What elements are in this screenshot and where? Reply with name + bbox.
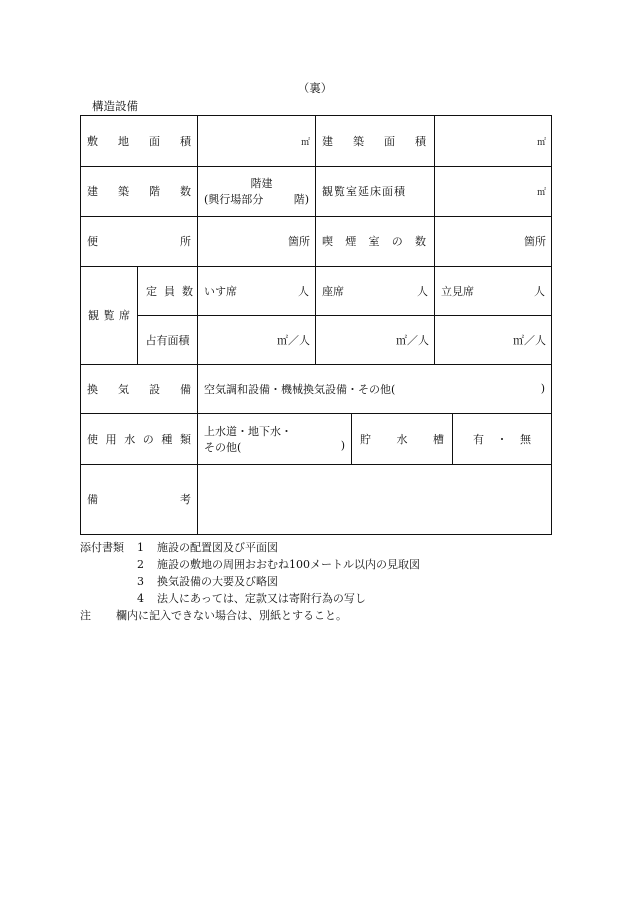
water-type-field[interactable]: 上水道・地下水・ その他( ) [204,424,345,454]
water-type-label: 使 用 水 の 種 類 [87,432,191,446]
auditorium-floor-area-field[interactable]: ㎡ [536,187,546,198]
seat-area-field[interactable]: ㎡／人 [396,333,429,347]
water-tank-choice[interactable]: 有 ・ 無 [473,432,531,446]
toilets-label: 便 所 [87,235,191,248]
site-area-label: 敷 地 面 積 [87,135,191,148]
ventilation-field[interactable]: 空気調和設備・機械換気設備・その他( ) [204,382,545,396]
auditorium-label: 観 覧 席 [88,309,130,322]
toilets-field[interactable]: 箇所 [288,235,310,248]
section-title: 構造設備 [92,99,138,113]
page-heading: （裏） [297,81,333,95]
building-area-field[interactable]: ㎡ [536,137,546,148]
water-tank-label: 貯 水 槽 [360,432,444,446]
attachments-label: 添付書類 [80,541,124,554]
remarks-label: 備 考 [87,493,191,506]
chair-seat-area-field[interactable]: ㎡／人 [277,333,310,347]
note-text: 欄内に記入できない場合は、別紙とすること。 [116,609,347,622]
occupied-area-label: 占有面積 [145,333,190,347]
remarks-field[interactable] [198,464,551,534]
building-area-label: 建 築 面 積 [322,135,426,148]
ventilation-label: 換 気 設 備 [87,382,191,396]
seat-field[interactable]: 座席 人 [322,284,428,298]
standing-area-field[interactable]: ㎡／人 [513,333,546,347]
note-label: 注 [80,609,91,622]
site-area-field[interactable]: ㎡ [300,137,310,148]
smoking-rooms-field[interactable]: 箇所 [524,235,546,248]
floors-label: 建 築 階 数 [87,185,191,198]
capacity-label: 定 員 数 [146,284,193,298]
smoking-rooms-label: 喫 煙 室 の 数 [322,235,426,248]
structure-equipment-table [80,115,552,535]
auditorium-floor-area-label: 観覧室延床面積 [322,185,406,198]
standing-field[interactable]: 立見席 人 [441,284,545,298]
chair-seat-field[interactable]: いす席 人 [204,284,309,298]
floors-field[interactable]: 階建 (興行場部分 階) [204,177,309,206]
